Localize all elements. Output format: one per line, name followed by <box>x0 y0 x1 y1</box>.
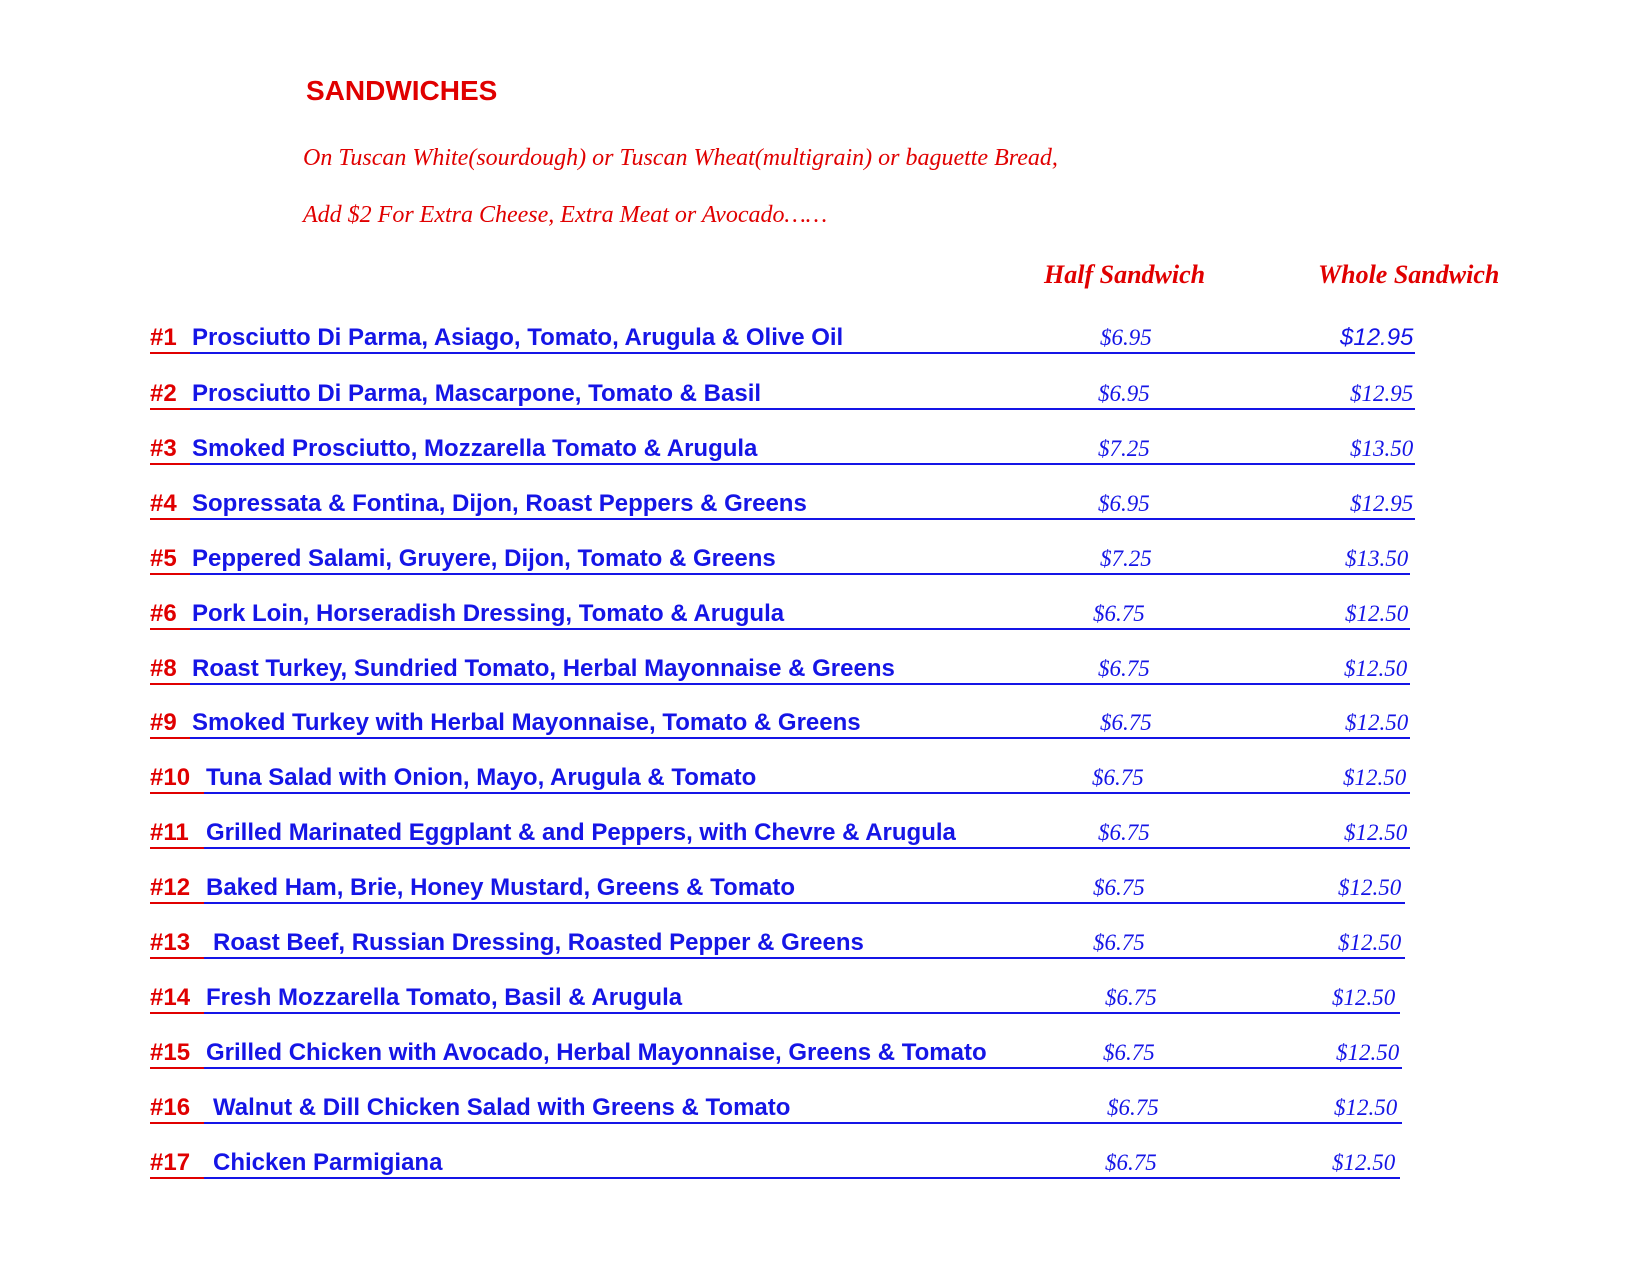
item-number: #14 <box>150 984 191 1011</box>
item-number-underline <box>150 737 190 739</box>
item-number-underline <box>150 792 204 794</box>
item-name: Tuna Salad with Onion, Mayo, Arugula & Tomato <box>206 764 757 791</box>
item-number-underline <box>150 1012 204 1014</box>
menu-item-row <box>150 708 1410 740</box>
menu-item-row <box>150 818 1410 850</box>
item-name: Smoked Turkey with Herbal Mayonnaise, Tomato & Greens <box>192 709 861 736</box>
item-number: #16 <box>150 1094 191 1121</box>
item-row-underline <box>190 518 1415 520</box>
item-number-underline <box>150 408 190 410</box>
item-whole-price: $12.95 <box>1340 324 1414 351</box>
item-number-underline <box>150 573 190 575</box>
item-row-underline <box>204 902 1405 904</box>
menu-item-row <box>150 1093 1402 1125</box>
half-sandwich-column-header: Half Sandwich <box>1044 260 1206 289</box>
item-whole-price: $13.50 <box>1345 546 1409 571</box>
item-name: Walnut & Dill Chicken Salad with Greens & Tomato <box>213 1094 791 1121</box>
item-number: #1 <box>150 324 177 351</box>
item-half-price: $6.95 <box>1100 325 1152 350</box>
item-row-underline <box>204 1012 1400 1014</box>
item-name: Peppered Salami, Gruyere, Dijon, Tomato & Greens <box>192 545 776 572</box>
menu-item-row <box>150 489 1415 521</box>
item-name: Fresh Mozzarella Tomato, Basil & Arugula <box>206 984 683 1011</box>
item-number-underline <box>150 628 190 630</box>
item-number: #8 <box>150 655 177 682</box>
item-whole-price: $12.50 <box>1343 765 1407 790</box>
item-number: #17 <box>150 1149 191 1176</box>
item-row-underline <box>204 792 1410 794</box>
item-row-underline <box>190 628 1410 630</box>
menu-item-row <box>150 323 1415 355</box>
item-whole-price: $13.50 <box>1350 436 1414 461</box>
item-number-underline <box>150 957 204 959</box>
item-name: Grilled Chicken with Avocado, Herbal Mayonnaise, Greens & Tomato <box>206 1039 987 1066</box>
item-whole-price: $12.50 <box>1338 930 1402 955</box>
menu-item-row <box>150 434 1415 466</box>
item-whole-price: $12.50 <box>1332 985 1396 1010</box>
menu-item-row <box>150 763 1410 795</box>
item-number-underline <box>150 518 190 520</box>
item-whole-price: $12.50 <box>1344 656 1408 681</box>
page-title: SANDWICHES <box>306 75 498 106</box>
menu-item-row <box>150 873 1405 905</box>
item-whole-price: $12.95 <box>1350 381 1414 406</box>
item-half-price: $6.75 <box>1105 985 1157 1010</box>
item-number: #3 <box>150 435 177 462</box>
item-name: Prosciutto Di Parma, Mascarpone, Tomato & Basil <box>192 380 762 407</box>
item-number: #4 <box>150 490 177 517</box>
item-number: #13 <box>150 929 191 956</box>
menu-item-row <box>150 1038 1402 1070</box>
item-number: #9 <box>150 709 177 736</box>
item-name: Grilled Marinated Eggplant & and Peppers, with Chevre & Arugula <box>206 819 956 846</box>
item-half-price: $6.75 <box>1093 875 1145 900</box>
menu-item-row <box>150 1148 1400 1180</box>
whole-sandwich-column-header: Whole Sandwich <box>1318 260 1500 289</box>
item-row-underline <box>204 1177 1400 1179</box>
item-number: #15 <box>150 1039 191 1066</box>
item-number: #2 <box>150 380 177 407</box>
item-whole-price: $12.50 <box>1336 1040 1400 1065</box>
item-number: #10 <box>150 764 191 791</box>
item-half-price: $6.75 <box>1103 1040 1155 1065</box>
item-number-underline <box>150 847 204 849</box>
menu-item-row <box>150 928 1405 960</box>
item-number: #12 <box>150 874 191 901</box>
item-whole-price: $12.50 <box>1344 820 1408 845</box>
item-name: Chicken Parmigiana <box>213 1149 443 1176</box>
item-number: #6 <box>150 600 177 627</box>
menu-item-row <box>150 544 1410 576</box>
bread-note: On Tuscan White(sourdough) or Tuscan Wheat(multigrain) or baguette Bread, <box>303 145 1058 171</box>
item-half-price: $6.75 <box>1093 930 1145 955</box>
item-row-underline <box>190 408 1415 410</box>
item-number-underline <box>150 463 190 465</box>
item-name: Baked Ham, Brie, Honey Mustard, Greens & Tomato <box>206 874 796 901</box>
menu-item-row <box>150 599 1410 631</box>
item-row-underline <box>190 573 1410 575</box>
item-whole-price: $12.50 <box>1338 875 1402 900</box>
item-whole-price: $12.95 <box>1350 491 1414 516</box>
item-number: #5 <box>150 545 177 572</box>
item-half-price: $6.75 <box>1093 601 1145 626</box>
item-number: #11 <box>150 819 189 846</box>
item-number-underline <box>150 683 190 685</box>
item-row-underline <box>204 847 1410 849</box>
item-number-underline <box>150 352 190 354</box>
item-half-price: $6.95 <box>1098 491 1150 516</box>
item-row-underline <box>204 957 1405 959</box>
item-half-price: $6.75 <box>1105 1150 1157 1175</box>
item-row-underline <box>190 352 1415 354</box>
extras-note: Add $2 For Extra Cheese, Extra Meat or Avocado…… <box>303 202 828 228</box>
item-name: Roast Turkey, Sundried Tomato, Herbal Mayonnaise & Greens <box>192 655 895 682</box>
item-name: Pork Loin, Horseradish Dressing, Tomato & Arugula <box>192 600 785 627</box>
item-number-underline <box>150 1122 204 1124</box>
item-number-underline <box>150 902 204 904</box>
item-number-underline <box>150 1177 204 1179</box>
menu-item-row <box>150 654 1410 686</box>
item-half-price: $6.75 <box>1100 710 1152 735</box>
menu-item-row <box>150 379 1415 411</box>
item-half-price: $6.95 <box>1098 381 1150 406</box>
item-number-underline <box>150 1067 204 1069</box>
item-whole-price: $12.50 <box>1345 601 1409 626</box>
item-row-underline <box>190 737 1410 739</box>
sandwich-list <box>150 0 1450 1275</box>
item-half-price: $6.75 <box>1092 765 1144 790</box>
item-row-underline <box>204 1122 1402 1124</box>
item-name: Sopressata & Fontina, Dijon, Roast Peppers & Greens <box>192 490 807 517</box>
item-half-price: $7.25 <box>1100 546 1152 571</box>
item-whole-price: $12.50 <box>1345 710 1409 735</box>
item-row-underline <box>204 1067 1402 1069</box>
item-whole-price: $12.50 <box>1332 1150 1396 1175</box>
item-half-price: $6.75 <box>1098 820 1150 845</box>
item-row-underline <box>190 683 1410 685</box>
item-name: Roast Beef, Russian Dressing, Roasted Pepper & Greens <box>213 929 864 956</box>
item-half-price: $7.25 <box>1098 436 1150 461</box>
item-name: Smoked Prosciutto, Mozzarella Tomato & Arugula <box>192 435 758 462</box>
item-row-underline <box>190 463 1415 465</box>
item-name: Prosciutto Di Parma, Asiago, Tomato, Arugula & Olive Oil <box>192 324 844 351</box>
item-half-price: $6.75 <box>1107 1095 1159 1120</box>
menu-item-row <box>150 983 1400 1015</box>
item-half-price: $6.75 <box>1098 656 1150 681</box>
item-whole-price: $12.50 <box>1334 1095 1398 1120</box>
